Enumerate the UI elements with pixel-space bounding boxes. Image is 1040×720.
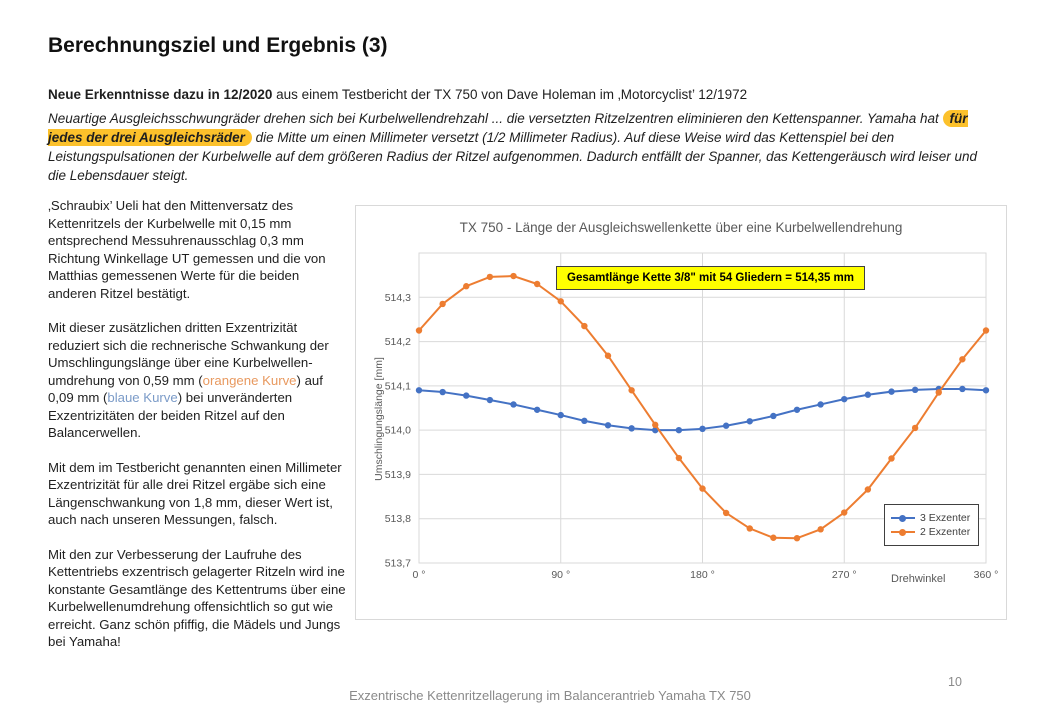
chart-annotation: Gesamtlänge Kette 3/8" mit 54 Gliedern = 514,35 mm bbox=[556, 266, 865, 290]
data-point bbox=[605, 353, 611, 359]
commentary-paragraph-4: Mit den zur Verbesserung der Laufruhe des Kettentriebs exzentrisch gelagerter Ritzeln wird ine konstante Gesamtlänge des Kettentrums über eine Kurbelwellenumdrehung offensichtlich so gut wie erreicht. Ganz schön pfiffig, die Mädels und Jungs bei Yamaha! bbox=[48, 546, 346, 649]
data-point bbox=[770, 535, 776, 541]
svg-text:90 °: 90 ° bbox=[551, 569, 571, 581]
x-axis-title: Drehwinkel bbox=[891, 573, 946, 585]
data-point bbox=[865, 392, 871, 398]
svg-text:513,7: 513,7 bbox=[384, 557, 411, 570]
data-point bbox=[723, 510, 729, 516]
chart-title: TX 750 - Länge der Ausgleichswellenkette über eine Kurbelwellendrehung bbox=[459, 220, 903, 235]
svg-text:514,2: 514,2 bbox=[384, 336, 411, 349]
legend-label: 3 Exzenter bbox=[920, 512, 971, 524]
data-point bbox=[936, 389, 942, 395]
data-point bbox=[699, 426, 705, 432]
data-point bbox=[416, 387, 422, 393]
data-point bbox=[865, 486, 871, 492]
data-point bbox=[888, 455, 894, 461]
y-axis-title: Umschlingungslänge [mm] bbox=[373, 357, 385, 481]
data-point bbox=[841, 509, 847, 515]
page-number: 10 bbox=[948, 675, 962, 689]
data-point bbox=[723, 423, 729, 429]
data-point bbox=[959, 386, 965, 392]
chart-container bbox=[355, 205, 1007, 620]
data-point bbox=[912, 425, 918, 431]
svg-text:513,9: 513,9 bbox=[384, 468, 411, 481]
legend-swatch-blue-icon bbox=[891, 517, 915, 519]
commentary-paragraph-3: Mit dem im Testbericht genannten einen Millimeter Exzentrizität für alle drei Ritzel ergäbe sich eine Längenschwankung von 1,8 mm, dieser Wert ist, auch nach unseren Messungen, falsch. bbox=[48, 459, 342, 527]
data-point bbox=[794, 535, 800, 541]
data-point bbox=[534, 281, 540, 287]
data-point bbox=[439, 301, 445, 307]
legend-swatch-orange-icon bbox=[891, 531, 915, 533]
data-point bbox=[912, 387, 918, 393]
data-point bbox=[558, 298, 564, 304]
quote-paragraph: Neuartige Ausgleichsschwungräder drehen sich bei Kurbelwellendrehzahl ... die versetzten Ritzelzentren eliminieren den Kettenspanner. Yamaha hat für jedes der drei Ausgleichsräder die Mitte um einen Millimeter versetzt (1/2 Millimeter Radius). Auf diese Weise wird das Kettenspiel bei den Leistungspulsationen der Kurbelwelle auf dem größeren Radius der Ritzel aufgenommen. Dadurch entfällt der Spanner, das Kettengeräusch wird leiser und die Lebensdauer steigt. bbox=[48, 111, 978, 183]
data-point bbox=[676, 455, 682, 461]
lead-paragraph bbox=[48, 86, 1008, 104]
data-point bbox=[487, 397, 493, 403]
data-point bbox=[487, 274, 493, 280]
data-point bbox=[959, 356, 965, 362]
footer-caption: Exzentrische Kettenritzellagerung im Balancerantrieb Yamaha TX 750 bbox=[349, 688, 751, 703]
data-point bbox=[581, 323, 587, 329]
data-point bbox=[534, 407, 540, 413]
svg-text:513,8: 513,8 bbox=[384, 513, 411, 526]
data-point bbox=[841, 396, 847, 402]
data-point bbox=[558, 412, 564, 418]
data-point bbox=[888, 388, 894, 394]
legend-dot-orange-icon bbox=[899, 529, 906, 536]
svg-text:514,3: 514,3 bbox=[384, 291, 411, 304]
data-point bbox=[463, 283, 469, 289]
legend-label: 2 Exzenter bbox=[920, 526, 971, 538]
lead-rest-text: aus einem Testbericht der TX 750 von Dave Holeman im ‚Motorcyclist’ 12/1972 bbox=[272, 87, 748, 102]
svg-text:270 °: 270 ° bbox=[831, 569, 857, 581]
data-point bbox=[416, 327, 422, 333]
legend-item-2-exzenter bbox=[891, 526, 970, 538]
data-point bbox=[463, 392, 469, 398]
data-point bbox=[628, 387, 634, 393]
data-point bbox=[817, 526, 823, 532]
svg-text:360 °: 360 ° bbox=[973, 569, 999, 581]
data-point bbox=[628, 425, 634, 431]
data-point bbox=[747, 525, 753, 531]
svg-text:0 °: 0 ° bbox=[412, 569, 426, 581]
data-point bbox=[605, 422, 611, 428]
legend-item-3-exzenter bbox=[891, 512, 970, 524]
legend-dot-blue-icon bbox=[899, 515, 906, 522]
data-point bbox=[794, 407, 800, 413]
svg-text:180 °: 180 ° bbox=[690, 569, 715, 581]
data-point bbox=[510, 401, 516, 407]
chart-legend bbox=[884, 504, 979, 546]
page-title: Berechnungsziel und Ergebnis (3) bbox=[48, 34, 388, 57]
svg-text:514,1: 514,1 bbox=[384, 380, 411, 393]
lead-bold-text: Neue Erkenntnisse dazu in 12/2020 bbox=[48, 87, 273, 102]
data-point bbox=[676, 427, 682, 433]
data-point bbox=[747, 418, 753, 424]
svg-text:514,0: 514,0 bbox=[384, 424, 411, 437]
data-point bbox=[983, 327, 989, 333]
data-point bbox=[652, 422, 658, 428]
data-point bbox=[439, 389, 445, 395]
commentary-paragraph-1: ‚Schraubix’ Ueli hat den Mittenversatz des Kettenritzels der Kurbelwelle mit 0,15 mm entsprechend Messuhrenausschlag 0,3 mm Richtung Winkellage UT gemessen und die von Matthias gemessenen Werte für die beiden anderen Ritzel bestätigt. bbox=[48, 198, 326, 301]
data-point bbox=[983, 387, 989, 393]
data-point bbox=[581, 418, 587, 424]
data-point bbox=[817, 401, 823, 407]
data-point bbox=[510, 273, 516, 279]
data-point bbox=[770, 413, 776, 419]
commentary-column bbox=[48, 197, 348, 668]
data-point bbox=[699, 485, 705, 491]
commentary-paragraph-2: Mit dieser zusätzlichen dritten Exzentrizität reduziert sich die rechnerische Schwankung der Umschlingungslänge über eine Kurbelwellen-umdrehung von 0,59 mm (orangene Kurve) auf 0,09 mm (blaue Kurve) bei unveränderten Exzentrizitäten der beiden Ritzel auf den Balancerwellen. bbox=[48, 320, 329, 440]
